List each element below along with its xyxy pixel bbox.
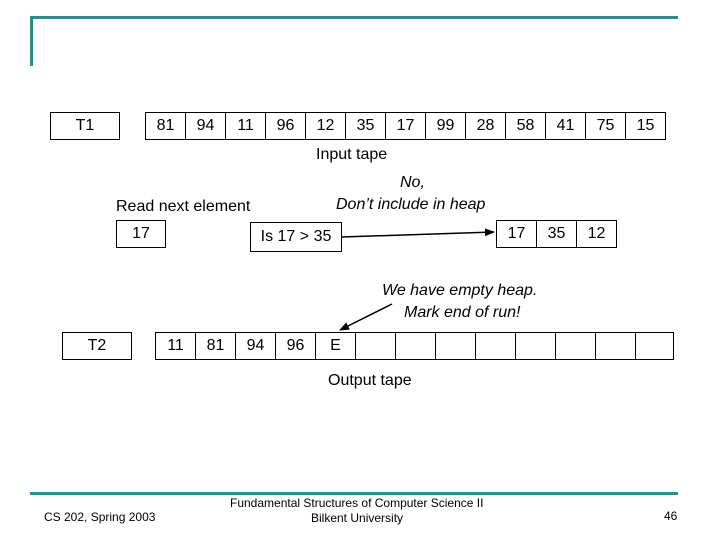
input-tape-caption: Input tape xyxy=(316,146,388,163)
input-tape-cell-value: 35 xyxy=(356,117,375,134)
empty-heap-line1: We have empty heap. xyxy=(382,282,538,299)
input-tape-cell-value: 94 xyxy=(196,117,215,134)
output-tape-cell-value: E xyxy=(330,337,341,354)
output-tape-cell-value: 81 xyxy=(206,337,225,354)
end-of-run-arrow xyxy=(340,304,392,330)
output-tape-cell-value: 96 xyxy=(286,337,305,354)
input-tape-cell-value: 15 xyxy=(636,117,655,134)
input-tape-cell-value: 12 xyxy=(316,117,335,134)
input-tape-cell-value: 81 xyxy=(156,117,175,134)
t2-label: T2 xyxy=(87,337,107,354)
output-tape-caption: Output tape xyxy=(328,372,412,389)
footer-page-number: 46 xyxy=(664,509,678,523)
input-tape-cell-value: 58 xyxy=(516,117,535,134)
decision-line1: No, xyxy=(400,174,425,191)
current-element-value: 17 xyxy=(132,225,150,242)
heap-cell-value: 35 xyxy=(547,225,566,242)
comparison-text: Is 17 > 35 xyxy=(260,228,332,245)
output-tape-cell-value: 94 xyxy=(246,337,265,354)
empty-heap-line2: Mark end of run! xyxy=(404,304,521,321)
decision-line2: Don’t include in heap xyxy=(336,196,486,213)
input-tape-cell-value: 17 xyxy=(396,117,415,134)
t1-label: T1 xyxy=(75,117,95,134)
heap-cell-value: 12 xyxy=(587,225,606,242)
footer-title-line1: Fundamental Structures of Computer Science II xyxy=(230,496,484,510)
input-tape-cell-value: 41 xyxy=(556,117,575,134)
footer-title-line2: Bilkent University xyxy=(311,511,404,525)
output-tape-cell-value: 11 xyxy=(167,337,184,354)
read-next-label: Read next element xyxy=(116,198,251,215)
comparison-arrow xyxy=(342,232,494,237)
input-tape-cell-value: 11 xyxy=(237,117,254,134)
input-tape-cell-value: 96 xyxy=(276,117,295,134)
input-tape-cell-value: 99 xyxy=(436,117,455,134)
input-tape-cell-value: 28 xyxy=(476,117,495,134)
heap-cell-value: 17 xyxy=(507,225,526,242)
input-tape-cell-value: 75 xyxy=(596,117,615,134)
footer-course: CS 202, Spring 2003 xyxy=(44,510,156,524)
